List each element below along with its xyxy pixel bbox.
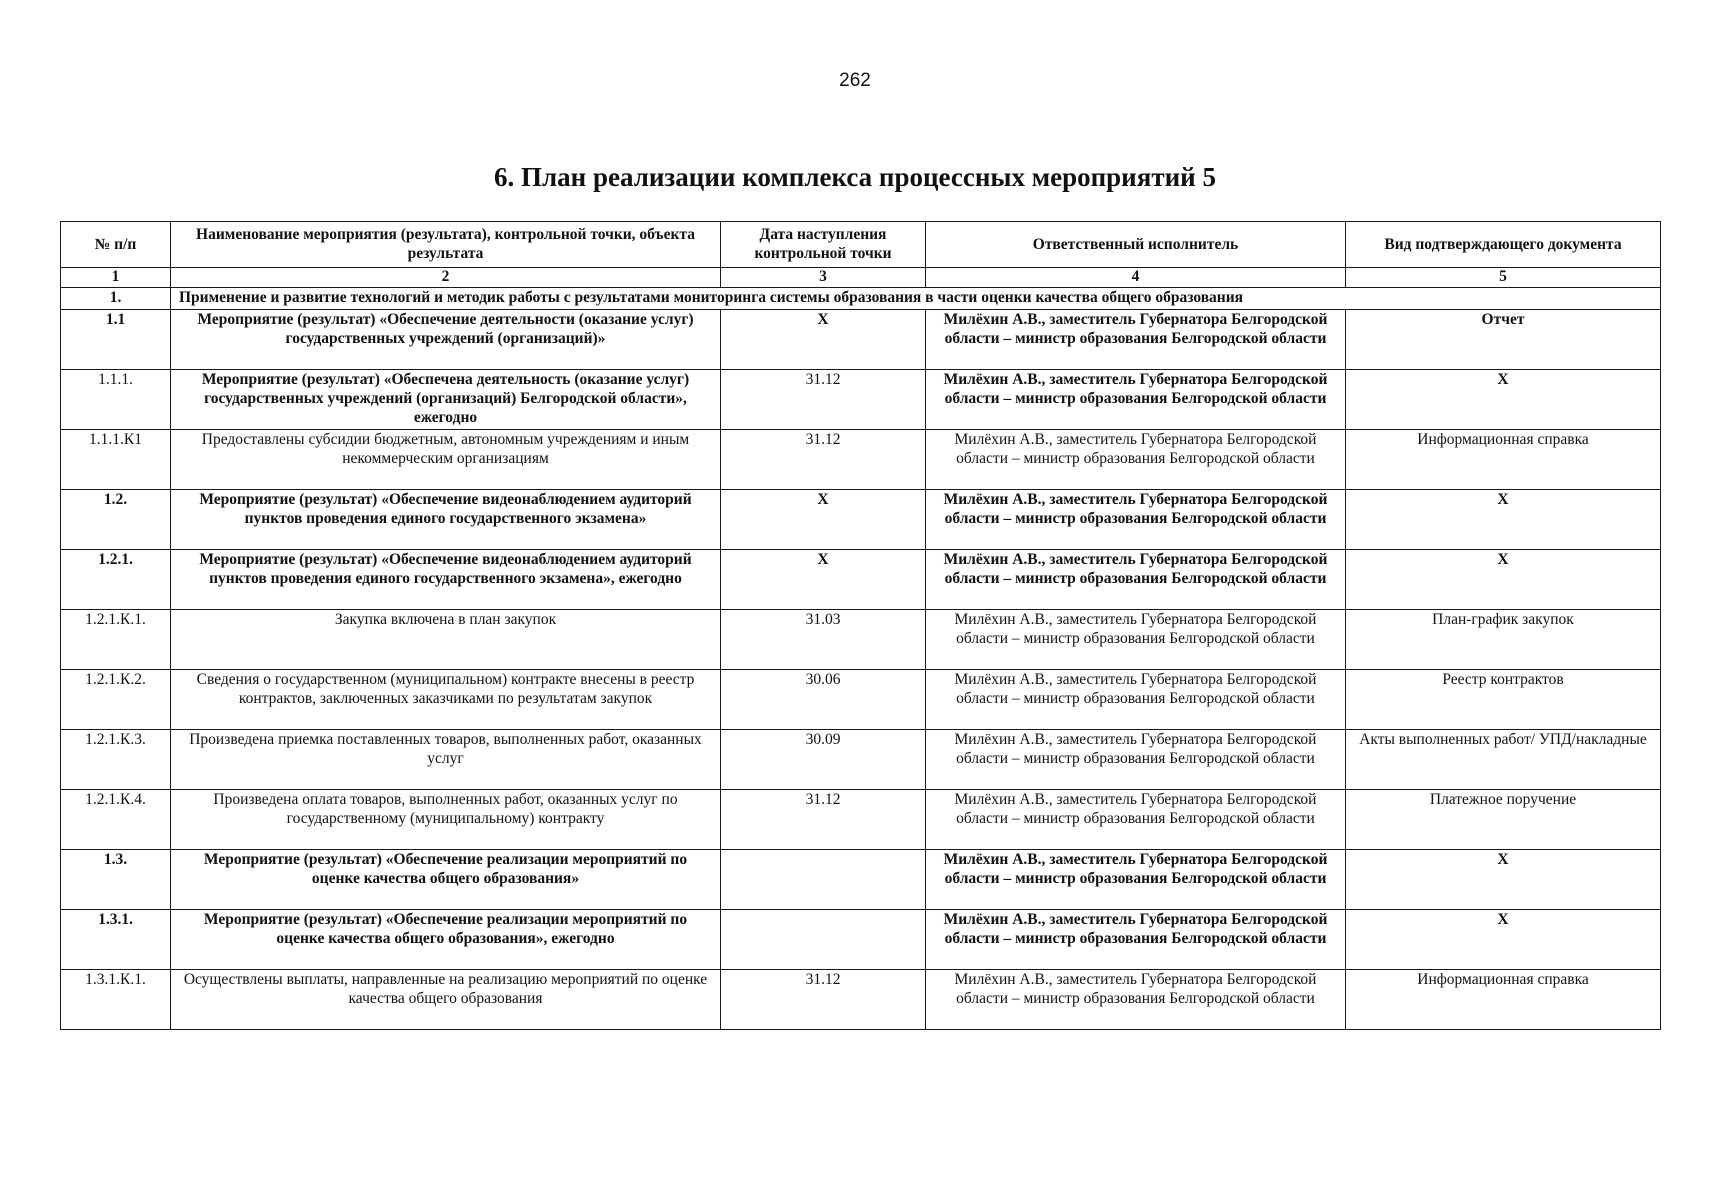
row-number: 1.2.1. bbox=[61, 549, 171, 609]
row-name: Произведена приемка поставленных товаров, выполненных работ, оказанных услуг bbox=[171, 729, 721, 789]
row-name: Мероприятие (результат) «Обеспечена деятельность (оказание услуг) государственных учреждений (организаций) Белгородской области», ежегодно bbox=[171, 369, 721, 429]
table-row bbox=[61, 789, 1661, 849]
row-document: Отчет bbox=[1346, 309, 1661, 369]
column-number: 1 bbox=[61, 268, 171, 288]
page-title: 6. План реализации комплекса процессных мероприятий 5 bbox=[494, 162, 1216, 192]
row-executor: Милёхин А.В., заместитель Губернатора Белгородской области – министр образования Белгородской области bbox=[926, 489, 1346, 549]
header-row bbox=[61, 222, 1661, 268]
row-number: 1.2. bbox=[61, 489, 171, 549]
row-executor: Милёхин А.В., заместитель Губернатора Белгородской области – министр образования Белгородской области bbox=[926, 729, 1346, 789]
row-document: Информационная справка bbox=[1346, 429, 1661, 489]
row-document: Х bbox=[1346, 369, 1661, 429]
row-document: Информационная справка bbox=[1346, 969, 1661, 1029]
row-name: Мероприятие (результат) «Обеспечение видеонаблюдением аудиторий пунктов проведения единого государственного экзамена» bbox=[171, 489, 721, 549]
row-name: Предоставлены субсидии бюджетным, автономным учреждениям и иным некоммерческим организациям bbox=[171, 429, 721, 489]
section-row bbox=[61, 287, 1661, 309]
row-name: Сведения о государственном (муниципальном) контракте внесены в реестр контрактов, заключенных заказчиками по результатам закупок bbox=[171, 669, 721, 729]
table-row bbox=[61, 549, 1661, 609]
row-document: Х bbox=[1346, 549, 1661, 609]
table-row bbox=[61, 429, 1661, 489]
column-header-num: № п/п bbox=[61, 222, 171, 268]
column-header-executor: Ответственный исполнитель bbox=[926, 222, 1346, 268]
row-name: Мероприятие (результат) «Обеспечение реализации мероприятий по оценке качества общего образования», ежегодно bbox=[171, 909, 721, 969]
column-header-document: Вид подтверждающего документа bbox=[1346, 222, 1661, 268]
column-number: 2 bbox=[171, 268, 721, 288]
plan-table bbox=[60, 221, 1661, 1030]
row-number: 1.3.1.К.1. bbox=[61, 969, 171, 1029]
table-row bbox=[61, 849, 1661, 909]
table-row bbox=[61, 489, 1661, 549]
row-number: 1.2.1.К.1. bbox=[61, 609, 171, 669]
column-number: 4 bbox=[926, 268, 1346, 288]
table-row bbox=[61, 309, 1661, 369]
column-number: 3 bbox=[721, 268, 926, 288]
row-date: 31.12 bbox=[721, 429, 926, 489]
row-date: 31.03 bbox=[721, 609, 926, 669]
column-header-name: Наименование мероприятия (результата), контрольной точки, объекта результата bbox=[171, 222, 721, 268]
row-date bbox=[721, 849, 926, 909]
row-number: 1.2.1.К.2. bbox=[61, 669, 171, 729]
row-date: Х bbox=[721, 489, 926, 549]
row-number: 1.1.1. bbox=[61, 369, 171, 429]
row-name: Осуществлены выплаты, направленные на реализацию мероприятий по оценке качества общего образования bbox=[171, 969, 721, 1029]
table-row bbox=[61, 669, 1661, 729]
row-executor: Милёхин А.В., заместитель Губернатора Белгородской области – министр образования Белгородской области bbox=[926, 789, 1346, 849]
row-name: Мероприятие (результат) «Обеспечение деятельности (оказание услуг) государственных учреждений (организаций)» bbox=[171, 309, 721, 369]
section-number: 1. bbox=[61, 287, 171, 309]
row-document: Х bbox=[1346, 489, 1661, 549]
row-document: Акты выполненных работ/ УПД/накладные bbox=[1346, 729, 1661, 789]
table-row bbox=[61, 969, 1661, 1029]
row-name: Закупка включена в план закупок bbox=[171, 609, 721, 669]
row-date: 31.12 bbox=[721, 369, 926, 429]
row-document: Реестр контрактов bbox=[1346, 669, 1661, 729]
row-date: 30.09 bbox=[721, 729, 926, 789]
row-date: Х bbox=[721, 549, 926, 609]
row-date: 31.12 bbox=[721, 969, 926, 1029]
row-number: 1.1 bbox=[61, 309, 171, 369]
row-date bbox=[721, 909, 926, 969]
row-executor: Милёхин А.В., заместитель Губернатора Белгородской области – министр образования Белгородской области bbox=[926, 849, 1346, 909]
row-number: 1.1.1.К1 bbox=[61, 429, 171, 489]
row-executor: Милёхин А.В., заместитель Губернатора Белгородской области – министр образования Белгородской области bbox=[926, 969, 1346, 1029]
row-document: Х bbox=[1346, 909, 1661, 969]
row-date: Х bbox=[721, 309, 926, 369]
row-name: Мероприятие (результат) «Обеспечение видеонаблюдением аудиторий пунктов проведения единого государственного экзамена», ежегодно bbox=[171, 549, 721, 609]
row-number: 1.2.1.К.4. bbox=[61, 789, 171, 849]
page-number: 262 bbox=[839, 70, 871, 91]
column-header-date: Дата наступления контрольной точки bbox=[721, 222, 926, 268]
row-name: Мероприятие (результат) «Обеспечение реализации мероприятий по оценке качества общего образования» bbox=[171, 849, 721, 909]
column-number-row bbox=[61, 268, 1661, 288]
row-executor: Милёхин А.В., заместитель Губернатора Белгородской области – министр образования Белгородской области bbox=[926, 369, 1346, 429]
row-executor: Милёхин А.В., заместитель Губернатора Белгородской области – министр образования Белгородской области bbox=[926, 609, 1346, 669]
table-row bbox=[61, 369, 1661, 429]
row-date: 30.06 bbox=[721, 669, 926, 729]
table-row bbox=[61, 729, 1661, 789]
table-row bbox=[61, 909, 1661, 969]
row-executor: Милёхин А.В., заместитель Губернатора Белгородской области – министр образования Белгородской области bbox=[926, 309, 1346, 369]
row-executor: Милёхин А.В., заместитель Губернатора Белгородской области – министр образования Белгородской области bbox=[926, 549, 1346, 609]
row-executor: Милёхин А.В., заместитель Губернатора Белгородской области – министр образования Белгородской области bbox=[926, 429, 1346, 489]
row-date: 31.12 bbox=[721, 789, 926, 849]
row-number: 1.2.1.К.3. bbox=[61, 729, 171, 789]
column-number: 5 bbox=[1346, 268, 1661, 288]
section-title: Применение и развитие технологий и методик работы с результатами мониторинга системы образования в части оценки качества общего образования bbox=[171, 287, 1661, 309]
row-executor: Милёхин А.В., заместитель Губернатора Белгородской области – министр образования Белгородской области bbox=[926, 909, 1346, 969]
row-executor: Милёхин А.В., заместитель Губернатора Белгородской области – министр образования Белгородской области bbox=[926, 669, 1346, 729]
row-document: Платежное поручение bbox=[1346, 789, 1661, 849]
row-number: 1.3.1. bbox=[61, 909, 171, 969]
row-document: План-график закупок bbox=[1346, 609, 1661, 669]
row-name: Произведена оплата товаров, выполненных работ, оказанных услуг по государственному (муниципальному) контракту bbox=[171, 789, 721, 849]
row-document: Х bbox=[1346, 849, 1661, 909]
row-number: 1.3. bbox=[61, 849, 171, 909]
table-row bbox=[61, 609, 1661, 669]
